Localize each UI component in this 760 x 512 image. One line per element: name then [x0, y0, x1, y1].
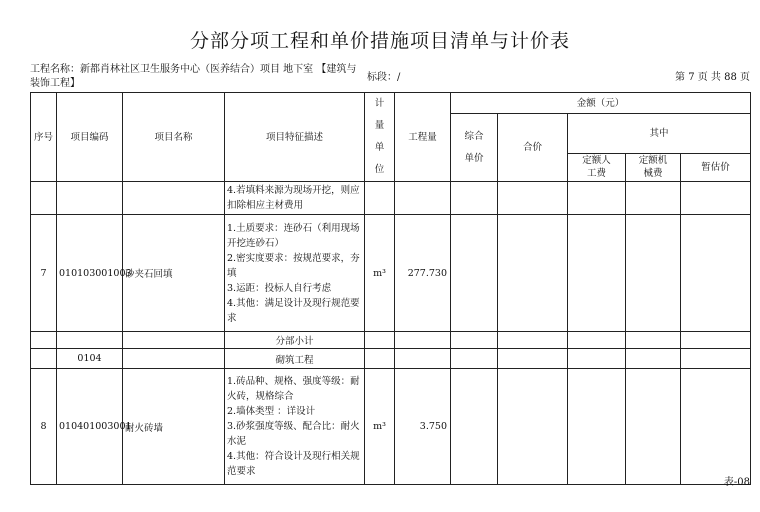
header-unit: 计量单位 [365, 93, 395, 182]
table-row [31, 349, 751, 369]
item-code: 010401003001 [57, 369, 123, 485]
item-name: 砂夹石回填 [123, 215, 225, 332]
section-name: 砌筑工程 [225, 349, 365, 369]
table-row [31, 215, 751, 332]
item-qty: 277.730 [395, 215, 451, 332]
item-description: 1.土质要求：连砂石（利用现场开挖连砂石） 2.密实度要求：按规范要求，夯填 3.运距：投标人自行考虑 4.其他：满足设计及现行规范要求 [225, 215, 365, 332]
page-title: 分部分项工程和单价措施项目清单与计价表 [189, 30, 570, 52]
section-code: 0104 [57, 349, 123, 369]
header-name: 项目名称 [123, 93, 225, 182]
header-machine: 定额机械费 [626, 153, 681, 181]
header-amount: 金额（元） [451, 93, 751, 114]
header-desc: 项目特征描述 [225, 93, 365, 182]
item-name: 耐火砖墙 [123, 369, 225, 485]
item-unit: m³ [365, 215, 395, 332]
page-number: 第 7 页 共 88 页 [675, 72, 750, 83]
table-row [31, 369, 751, 485]
header-provisional: 暂估价 [681, 153, 751, 181]
item-unit: m³ [365, 369, 395, 485]
item-seq: 7 [31, 215, 57, 332]
item-qty: 3.750 [395, 369, 451, 485]
header-labor: 定额人工费 [568, 153, 626, 181]
item-code: 010103001003 [57, 215, 123, 332]
section-label: 标段：/ [367, 72, 401, 83]
item-description: 4.若填料来源为现场开挖，则应扣除相应主材费用 [225, 182, 365, 215]
header-code: 项目编码 [57, 93, 123, 182]
header-seq: 序号 [31, 93, 57, 182]
project-name: 工程名称：新都肖林社区卫生服务中心（医养结合）项目 地下室 【建筑与装饰工程】 [30, 64, 357, 89]
table-row [31, 332, 751, 349]
header-qty: 工程量 [395, 93, 451, 182]
table-row [31, 182, 751, 215]
item-seq: 8 [31, 369, 57, 485]
header-total: 合价 [498, 114, 568, 182]
form-number: 表-08 [723, 477, 750, 488]
header-unit-price: 综合单价 [451, 114, 498, 182]
subtotal-label: 分部小计 [225, 332, 365, 349]
bill-of-quantities-table [30, 92, 751, 485]
item-description: 1.砖品种、规格、强度等级：耐火砖，规格综合 2.墙体类型 ：详设计 3.砂浆强度等级、配合比：耐火水泥 4.其他：符合设计及现行相关规范要求 [225, 369, 365, 485]
header-of-which: 其中 [568, 114, 751, 154]
